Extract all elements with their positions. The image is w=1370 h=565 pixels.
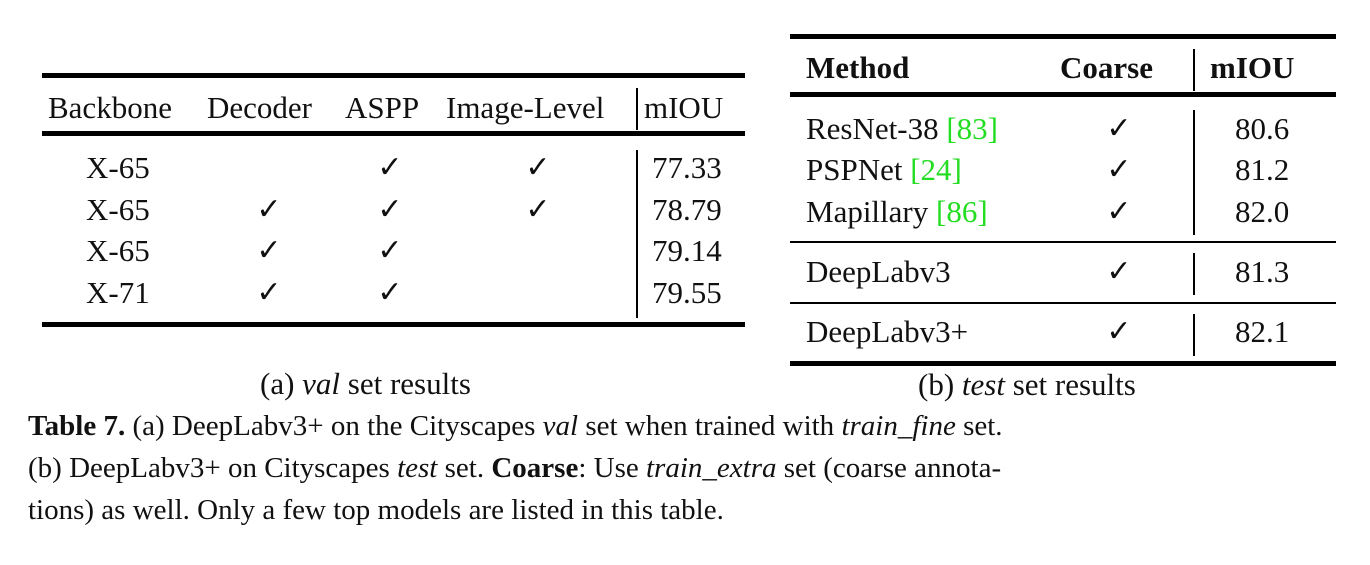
table-b-row-1-miou: 80.6 <box>1235 111 1290 146</box>
table-b-mid-rule <box>790 92 1336 97</box>
table-b-row-2-coarse: ✓ <box>1106 152 1132 187</box>
table-a-row-1-aspp: ✓ <box>377 150 403 185</box>
table-b-row-3-method <box>806 194 988 230</box>
caption-line-2-b: set. <box>437 452 492 484</box>
table-b-row-4-method: DeepLabv3 <box>806 254 951 289</box>
table-b-divider-group-1 <box>1193 110 1195 235</box>
table-b-subcaption-prefix: (b) <box>918 367 962 402</box>
table-a-row-3-decoder: ✓ <box>256 233 282 268</box>
table-b-row-5-coarse: ✓ <box>1106 314 1132 349</box>
table-a-subcaption-prefix: (a) <box>260 366 303 401</box>
table-a-row-2-miou: 78.79 <box>652 192 722 227</box>
table-a-row-3-backbone: X-65 <box>86 233 150 268</box>
table-b-row-3-miou: 82.0 <box>1235 194 1290 229</box>
table-a-top-rule <box>42 73 745 78</box>
table-b-row-1-method <box>806 111 998 147</box>
table-a-bottom-rule <box>42 322 745 327</box>
caption-line-1-a: (a) DeepLabv3+ on the Cityscapes <box>125 410 543 442</box>
caption-line-1-val: val <box>542 410 579 442</box>
table-a-row-2-aspp: ✓ <box>377 192 403 227</box>
caption-line-1-c: set. <box>955 410 1003 442</box>
table-a-header-divider <box>636 88 638 130</box>
table-b-divider-group-2 <box>1193 253 1195 295</box>
table-a-row-4-backbone: X-71 <box>86 275 150 310</box>
table-b-bottom-rule <box>790 361 1336 366</box>
table-a-header-miou: mIOU <box>644 90 724 125</box>
table-a-header-backbone: Backbone <box>48 90 172 125</box>
table-a-subcaption-italic: val <box>302 366 341 401</box>
table-b-row-1-ref[interactable]: [83] <box>946 111 998 146</box>
table-a-header-image-level: Image-Level <box>446 90 605 125</box>
table-a-row-1-backbone: X-65 <box>86 150 150 185</box>
table-a-row-2-backbone: X-65 <box>86 192 150 227</box>
table-a-row-2-decoder: ✓ <box>256 192 282 227</box>
table-b-row-1-name: ResNet-38 <box>806 111 947 146</box>
table-b-row-2-method <box>806 152 962 188</box>
table-b-row-4-coarse: ✓ <box>1106 254 1132 289</box>
table-a-mid-rule <box>42 131 745 136</box>
caption-label: Table 7. <box>28 410 126 442</box>
table-b-subcaption-italic: test <box>961 367 1005 402</box>
table-b-subcaption <box>918 367 1136 403</box>
table-b-row-1-coarse: ✓ <box>1106 111 1132 146</box>
caption-line-2-a: (b) DeepLabv3+ on Cityscapes <box>28 452 398 484</box>
table-a-row-2-image-level: ✓ <box>525 192 551 227</box>
table-b-row-2-ref[interactable]: [24] <box>910 152 962 187</box>
caption-line-2-test: test <box>397 452 438 484</box>
table-a-row-1-miou: 77.33 <box>652 150 722 185</box>
table-b-row-3-name: Mapillary <box>806 194 936 229</box>
table-a-row-3-aspp: ✓ <box>377 233 403 268</box>
table-a-header-aspp: ASPP <box>345 90 420 125</box>
caption-line-2-d: set (coarse annota- <box>776 452 1002 484</box>
table-a-row-4-miou: 79.55 <box>652 275 722 310</box>
caption-line-2 <box>28 447 1348 489</box>
caption-line-3: tions) as well. Only a few top models are listed in this table. <box>28 494 724 526</box>
table-b-header-method: Method <box>806 50 910 85</box>
table-b-rule-2 <box>790 241 1336 243</box>
caption-line-1 <box>28 405 1348 447</box>
table-a-header-decoder: Decoder <box>207 90 312 125</box>
table-a-row-3-miou: 79.14 <box>652 233 722 268</box>
table-caption <box>28 405 1348 531</box>
caption-line-1-b: set when trained with <box>578 410 842 442</box>
table-b-header-divider <box>1193 49 1195 91</box>
caption-line-1-train-fine: train_fine <box>841 410 956 442</box>
table-b-row-5-method: DeepLabv3+ <box>806 314 969 349</box>
table-a-row-1-image-level: ✓ <box>525 150 551 185</box>
caption-line-2-c: : Use <box>578 452 646 484</box>
table-b-row-3-ref[interactable]: [86] <box>936 194 988 229</box>
caption-line-2-train-extra: train_extra <box>646 452 777 484</box>
table-b-divider-group-3 <box>1193 314 1195 356</box>
table-a-row-4-aspp: ✓ <box>377 275 403 310</box>
table-b-row-5-miou: 82.1 <box>1235 314 1290 349</box>
caption-line-2-coarse: Coarse <box>491 452 579 484</box>
table-b-subcaption-suffix: set results <box>1004 367 1136 402</box>
table-a-body-divider <box>636 150 638 318</box>
table-b-row-4-miou: 81.3 <box>1235 254 1290 289</box>
table-b-header-coarse: Coarse <box>1060 50 1153 85</box>
table-b-row-2-name: PSPNet <box>806 152 911 187</box>
table-b-row-2-miou: 81.2 <box>1235 152 1290 187</box>
table-b-top-rule <box>790 34 1336 39</box>
table-a-subcaption-suffix: set results <box>340 366 471 401</box>
table-a-row-4-decoder: ✓ <box>256 275 282 310</box>
table-b-header-miou: mIOU <box>1210 50 1295 85</box>
table-b-row-3-coarse: ✓ <box>1106 194 1132 229</box>
table-a-subcaption <box>260 366 471 402</box>
table-b-rule-3 <box>790 302 1336 304</box>
